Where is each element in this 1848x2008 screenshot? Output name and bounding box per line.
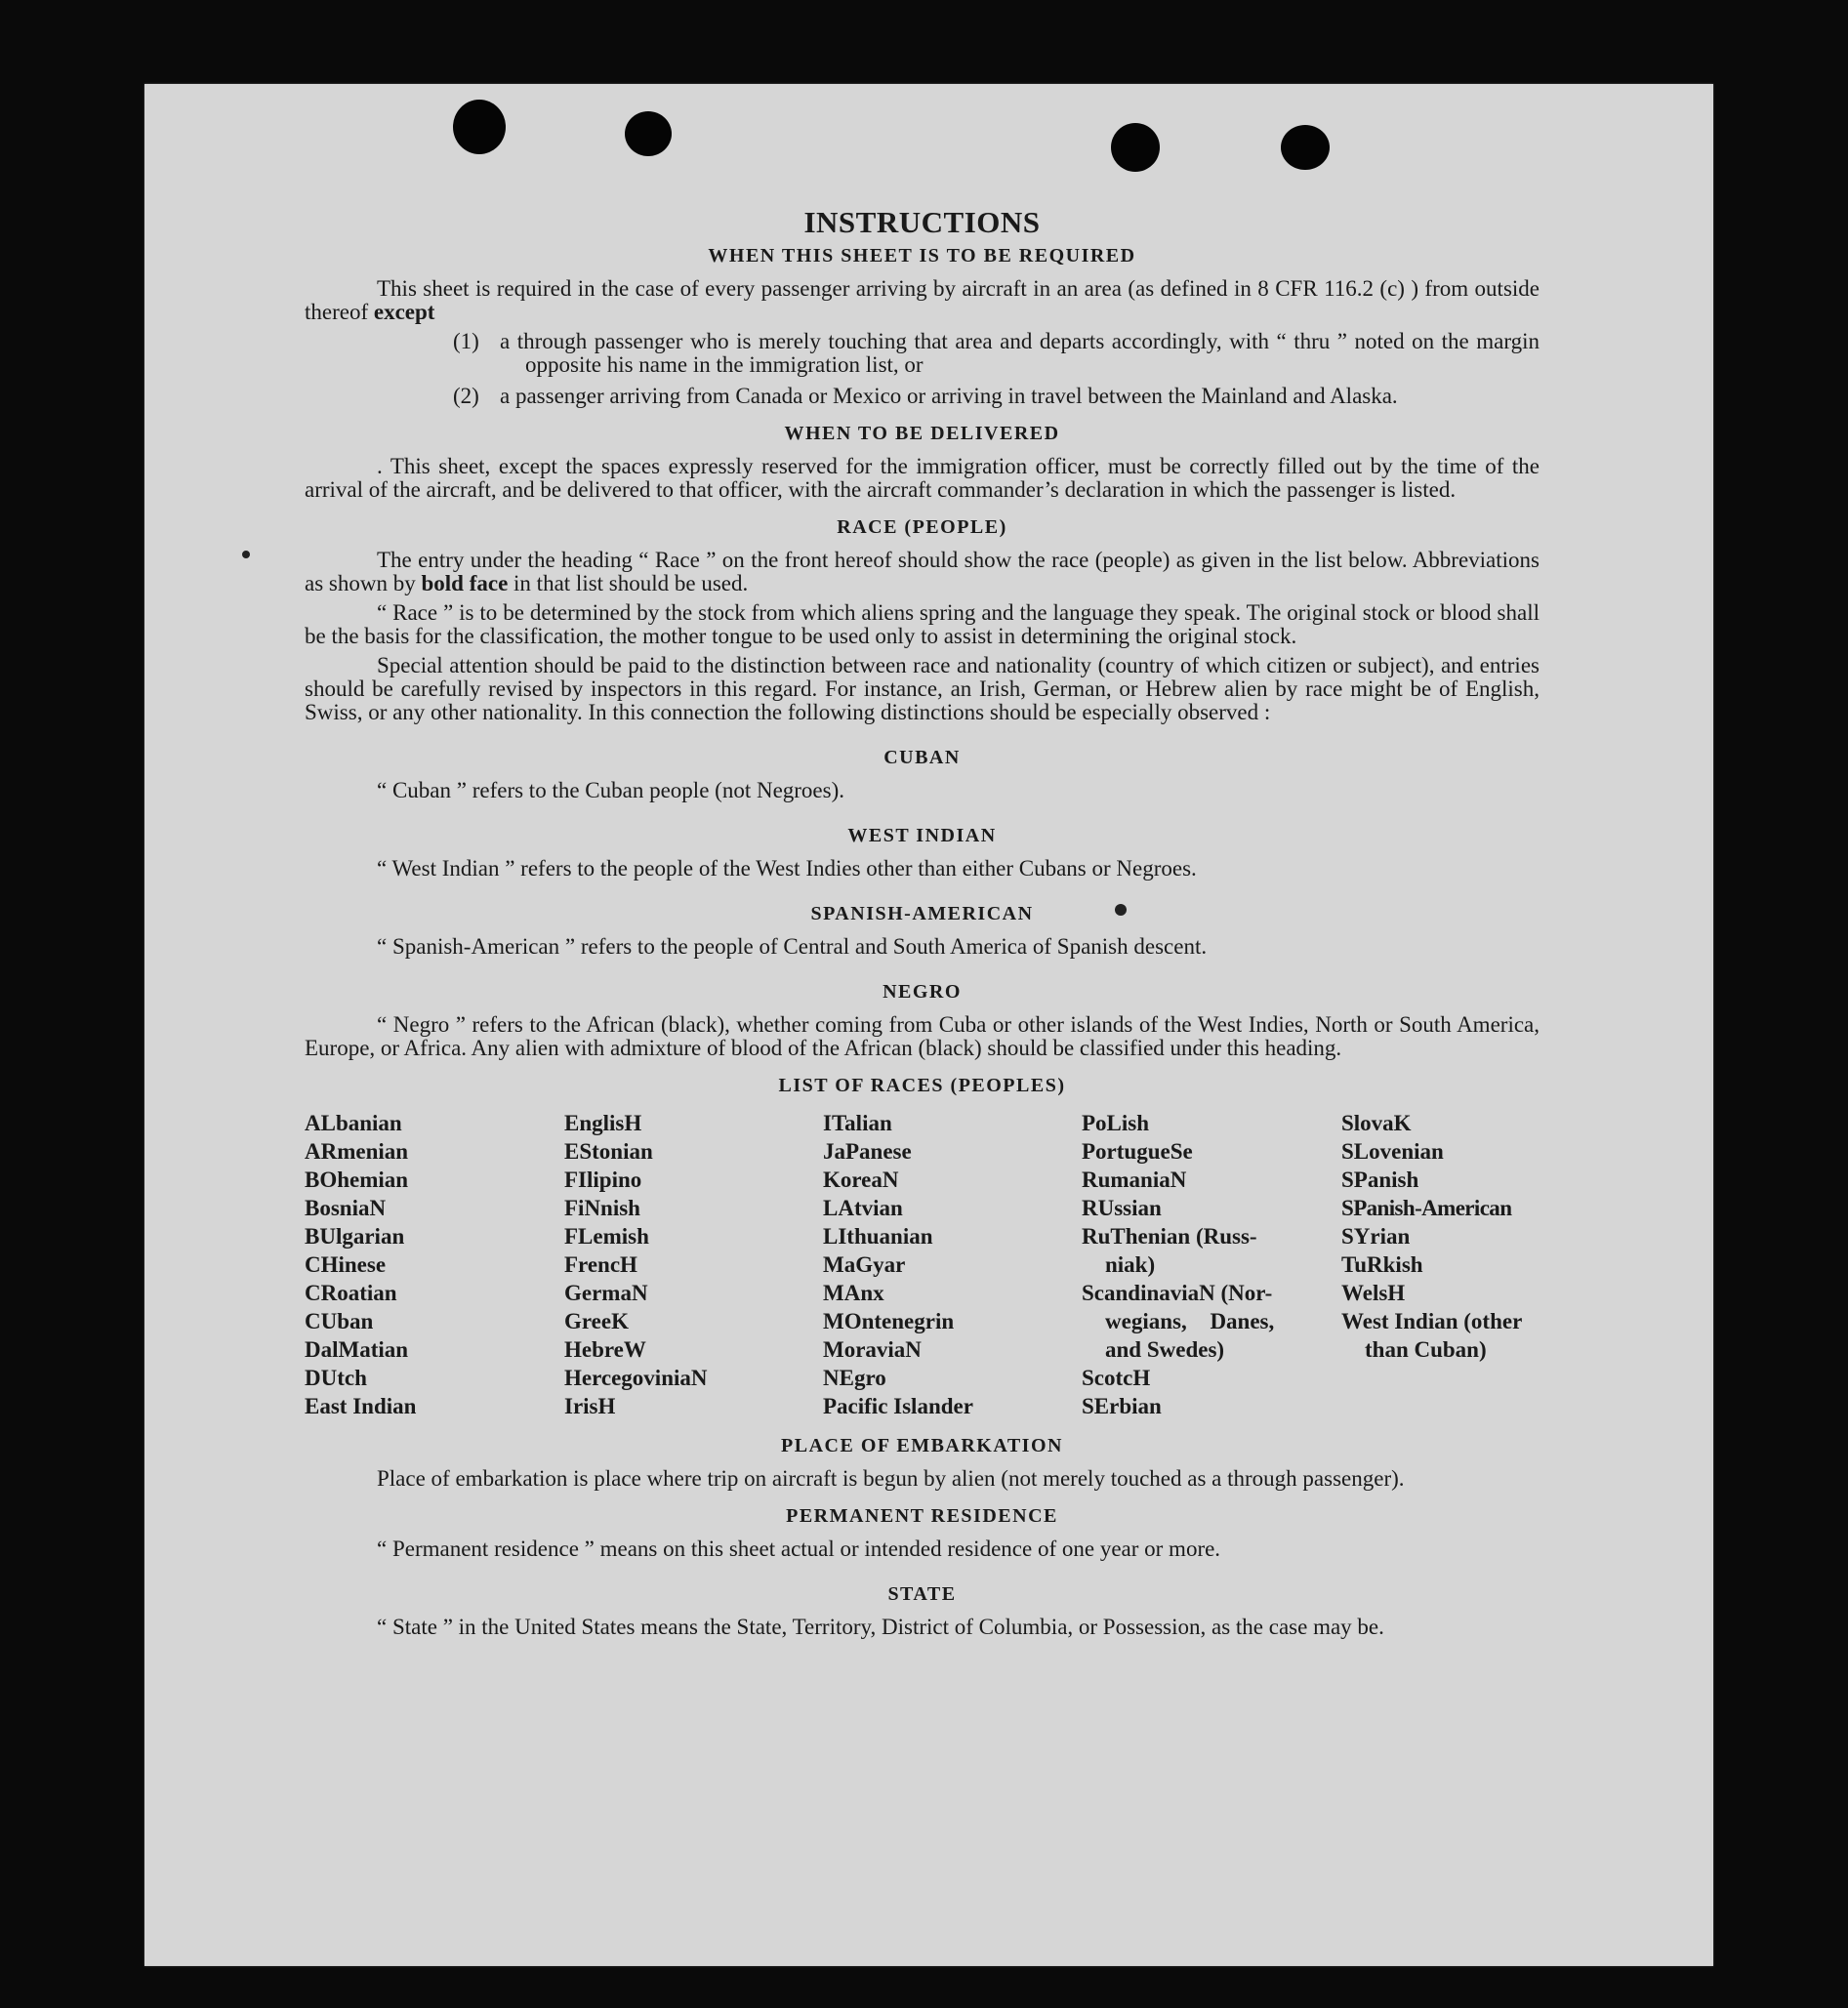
paragraph: “ Spanish-American ” refers to the people of Central and South America of Spanish descent. xyxy=(377,934,1208,959)
race-item: WelsH xyxy=(1341,1281,1406,1305)
race-item: RUssian xyxy=(1082,1196,1162,1220)
race-item: FrencH xyxy=(564,1252,637,1277)
paragraph: The entry under the heading “ Race ” on the front hereof should show the race (people) as given in the list below. Abbreviations as shown by bold face in that list should be used. xyxy=(305,548,1540,595)
section-heading: CUBAN xyxy=(883,747,961,768)
punch-hole xyxy=(453,100,506,154)
paragraph: “ Negro ” refers to the African (black), whether coming from Cuba or other islands of the West Indies, North or South America, Europe, or Africa. Any alien with admixture of blood of the African (black) should be classified under this heading. xyxy=(305,1012,1540,1060)
paragraph: “ West Indian ” refers to the people of the West Indies other than either Cubans or Negroes. xyxy=(377,856,1197,881)
paragraph: “ Cuban ” refers to the Cuban people (not Negroes). xyxy=(377,778,845,802)
paragraph: This sheet is required in the case of every passenger arriving by aircraft in an area (as defined in 8 CFR 116.2 (c) ) from outside thereof except xyxy=(305,276,1540,324)
paragraph: . This sheet, except the spaces expressly reserved for the immigration officer, must be correctly filled out by the time of the arrival of the aircraft, and be delivered to that officer, with the aircraft commander’s declaration in which the passenger is listed. xyxy=(305,454,1540,502)
race-item: FLemish xyxy=(564,1224,649,1249)
paragraph: Special attention should be paid to the distinction between race and nationality (country of which citizen or subject), and entries should be carefully revised by inspectors in this regard. For instance, an Irish, German, or Hebrew alien by race might be of English, Swiss, or any other nationality. In this connection the following distinctions should be especially observed : xyxy=(305,653,1540,724)
race-column xyxy=(1082,1109,1341,1420)
paragraph: Place of embarkation is place where trip on aircraft is begun by alien (not merely touched as a through passenger). xyxy=(377,1466,1405,1491)
ink-speck xyxy=(242,551,250,558)
section-heading: PERMANENT RESIDENCE xyxy=(786,1505,1058,1527)
section-heading: NEGRO xyxy=(883,981,962,1003)
race-item: KoreaN xyxy=(823,1168,899,1192)
section-heading: WHEN THIS SHEET IS TO BE REQUIRED xyxy=(708,245,1136,266)
race-item: EStonian xyxy=(564,1139,653,1164)
race-item: CUban xyxy=(305,1309,374,1333)
race-item: SPanish xyxy=(1341,1168,1419,1192)
race-item: CRoatian xyxy=(305,1281,397,1305)
race-item: ScotcH xyxy=(1082,1366,1151,1390)
race-item: ITalian xyxy=(823,1111,892,1135)
race-item: Pacific Islander xyxy=(823,1394,973,1418)
document-sheet xyxy=(144,84,1713,1966)
race-item: SPanish-American xyxy=(1341,1196,1512,1220)
section-heading: STATE xyxy=(887,1583,957,1605)
paragraph: “ Race ” is to be determined by the stock from which aliens spring and the language they speak. The original stock or blood shall be the basis for the classification, the mother tongue to be used only to assist in determining the original stock. xyxy=(305,600,1540,648)
race-item: ALbanian xyxy=(305,1111,402,1135)
race-item: GermaN xyxy=(564,1281,648,1305)
section-heading: WEST INDIAN xyxy=(847,825,997,846)
race-item: BOhemian xyxy=(305,1168,409,1192)
section-heading: PLACE OF EMBARKATION xyxy=(781,1435,1063,1456)
punch-hole xyxy=(625,111,672,156)
race-item: MaGyar xyxy=(823,1252,906,1277)
race-item: SlovaK xyxy=(1341,1111,1412,1135)
race-item: West Indian (other xyxy=(1341,1309,1523,1333)
race-item-continued: than Cuban) xyxy=(1365,1337,1487,1362)
race-item: LIthuanian xyxy=(823,1224,933,1249)
race-column xyxy=(305,1109,564,1420)
race-item: PortugueSe xyxy=(1082,1139,1193,1164)
race-item: ScandinaviaN (Nor- xyxy=(1082,1281,1273,1305)
instructions-body xyxy=(305,205,1540,1639)
race-item: FIlipino xyxy=(564,1168,642,1192)
race-item: SYrian xyxy=(1341,1224,1411,1249)
page-title: INSTRUCTIONS xyxy=(803,205,1041,239)
race-item: East Indian xyxy=(305,1394,417,1418)
race-item: BosniaN xyxy=(305,1196,387,1220)
race-item: ARmenian xyxy=(305,1139,409,1164)
race-item: MOntenegrin xyxy=(823,1309,955,1333)
paragraph: “ Permanent residence ” means on this sheet actual or intended residence of one year or more. xyxy=(377,1537,1221,1561)
race-item: LAtvian xyxy=(823,1196,903,1220)
race-item: TuRkish xyxy=(1341,1252,1423,1277)
race-column xyxy=(564,1109,823,1420)
punch-hole xyxy=(1281,125,1330,170)
race-list xyxy=(305,1109,1540,1420)
race-item: SErbian xyxy=(1082,1394,1162,1418)
race-item: IrisH xyxy=(564,1394,616,1418)
race-item-continued: wegians, Danes, xyxy=(1105,1309,1275,1333)
race-item-continued: niak) xyxy=(1105,1252,1156,1277)
section-heading: RACE (PEOPLE) xyxy=(837,516,1007,538)
race-column xyxy=(823,1109,1082,1420)
race-item: CHinese xyxy=(305,1252,387,1277)
list-item: (1) a through passenger who is merely touching that area and departs accordingly, with “ thru ” noted on the margin opposite his name in the immigration list, or xyxy=(453,329,1540,377)
race-column xyxy=(1341,1109,1540,1420)
race-item: RuThenian (Russ- xyxy=(1082,1224,1257,1249)
list-item: (2) a passenger arriving from Canada or Mexico or arriving in travel between the Mainland and Alaska. xyxy=(453,384,1398,408)
race-item: MAnx xyxy=(823,1281,884,1305)
race-item: EnglisH xyxy=(564,1111,642,1135)
race-item: NEgro xyxy=(823,1366,886,1390)
race-item: JaPanese xyxy=(823,1139,912,1164)
race-item: HercegoviniaN xyxy=(564,1366,708,1390)
punch-hole xyxy=(1111,123,1160,172)
race-item: DalMatian xyxy=(305,1337,409,1362)
section-heading: SPANISH-AMERICAN xyxy=(810,903,1034,924)
race-item: FiNnish xyxy=(564,1196,640,1220)
race-item: DUtch xyxy=(305,1366,367,1390)
race-item-continued: and Swedes) xyxy=(1105,1337,1225,1362)
paragraph: “ State ” in the United States means the State, Territory, District of Columbia, or Possession, as the case may be. xyxy=(377,1615,1384,1639)
race-item: HebreW xyxy=(564,1337,646,1362)
race-item: GreeK xyxy=(564,1309,629,1333)
race-item: RumaniaN xyxy=(1082,1168,1187,1192)
section-heading: WHEN TO BE DELIVERED xyxy=(784,423,1060,444)
race-item: MoraviaN xyxy=(823,1337,922,1362)
race-item: SLovenian xyxy=(1341,1139,1444,1164)
race-item: BUlgarian xyxy=(305,1224,405,1249)
race-item: PoLish xyxy=(1082,1111,1150,1135)
section-heading: LIST OF RACES (PEOPLES) xyxy=(778,1075,1066,1096)
